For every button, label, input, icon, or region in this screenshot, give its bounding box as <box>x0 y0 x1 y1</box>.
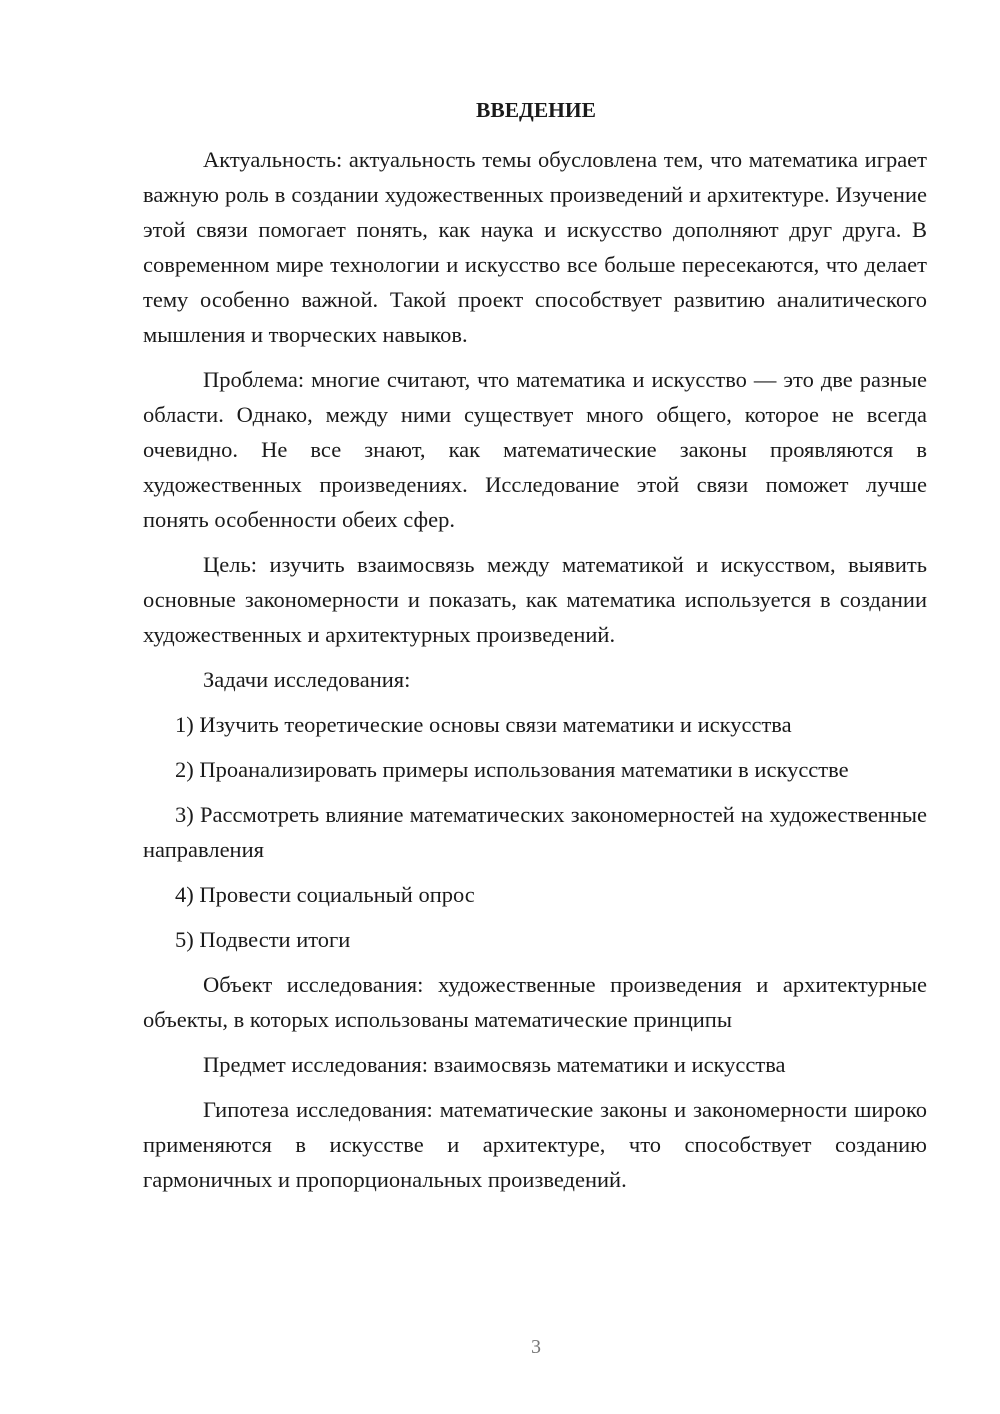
paragraph-problem: Проблема: многие считают, что математика и искусство — это две разные области. Однако, между ними существует много общего, которое не всегда очевидно. Не все знают, как математические законы проявляются в художественных произведениях. Исследование этой связи поможет лучше понять особенности обеих сфер. <box>143 367 927 532</box>
document-body <box>143 142 927 1207</box>
paragraph-hypothesis: Гипотеза исследования: математические законы и закономерности широко применяются в искусстве и архитектуре, что способствует созданию гармоничных и пропорциональных произведений. <box>143 1097 927 1192</box>
paragraph-object: Объект исследования: художественные произведения и архитектурные объекты, в которых использованы математические принципы <box>143 972 927 1032</box>
task-item: 1) Изучить теоретические основы связи математики и искусства <box>175 712 792 737</box>
task-item: 5) Подвести итоги <box>175 927 351 952</box>
task-item: 3) Рассмотреть влияние математических закономерностей на художественные направления <box>143 802 927 862</box>
page-title: ВВЕДЕНИЕ <box>476 98 596 122</box>
page-number: 3 <box>531 1336 541 1358</box>
task-item: 4) Провести социальный опрос <box>175 882 475 907</box>
task-item: 2) Проанализировать примеры использования математики в искусстве <box>175 757 849 782</box>
paragraph-goal: Цель: изучить взаимосвязь между математикой и искусством, выявить основные закономерности и показать, как математика используется в создании художественных и архитектурных произведений. <box>143 552 927 647</box>
tasks-heading: Задачи исследования: <box>203 667 411 692</box>
paragraph-relevance: Актуальность: актуальность темы обусловлена тем, что математика играет важную роль в создании художественных произведений и архитектуре. Изучение этой связи помогает понять, как наука и искусство дополняют друг друга. В современном мире технологии и искусство все больше пересекаются, что делает тему особенно важной. Такой проект способствует развитию аналитического мышления и творческих навыков. <box>143 147 927 347</box>
paragraph-subject: Предмет исследования: взаимосвязь математики и искусства <box>203 1052 786 1077</box>
